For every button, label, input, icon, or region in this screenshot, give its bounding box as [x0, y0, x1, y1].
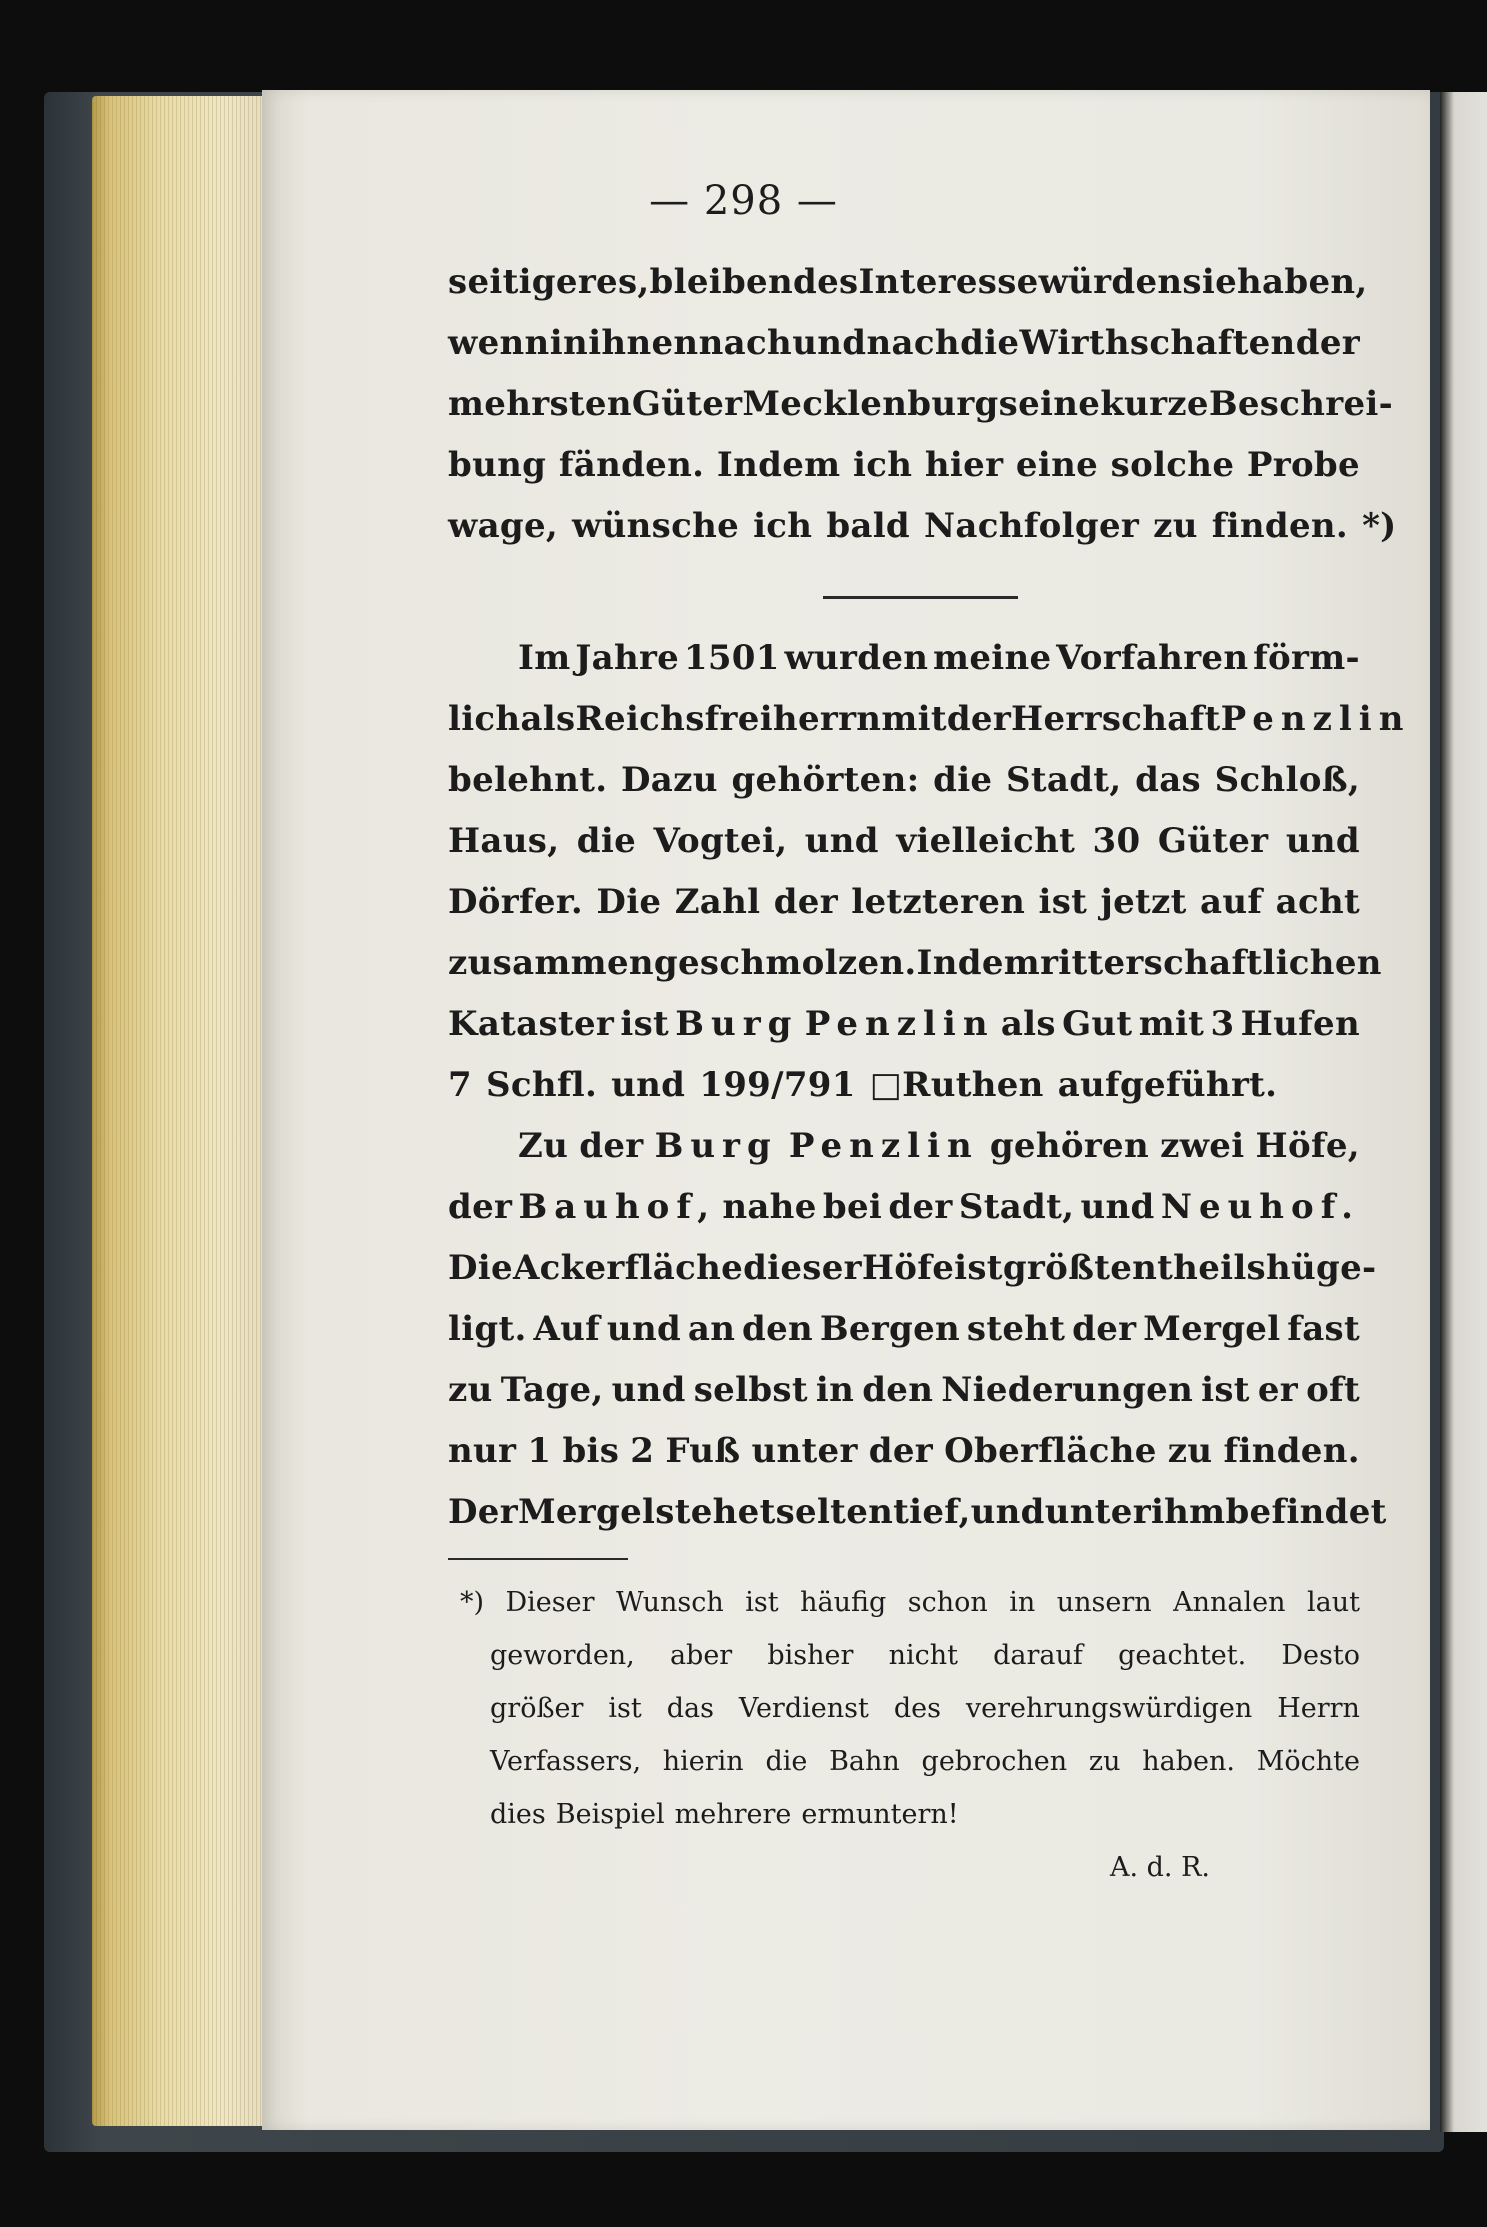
word: wurden [784, 638, 929, 678]
signature-text: A. d. R. [1109, 1852, 1210, 1883]
word: Burg [675, 1004, 799, 1044]
word: Die [448, 1248, 513, 1288]
facing-page-edge [1440, 92, 1487, 2132]
word: Beschrei- [1208, 384, 1394, 424]
word: unter [1044, 1492, 1151, 1532]
word: Wirthschaften [1019, 323, 1296, 363]
word: 1 [527, 1431, 552, 1471]
word: Gut [1062, 1004, 1133, 1044]
word: mehrere [674, 1799, 792, 1830]
text-line [448, 1299, 1360, 1360]
word: ist [1201, 1370, 1250, 1410]
word: aber [669, 1640, 733, 1671]
word: ligt. [448, 1309, 527, 1349]
word: häufig [800, 1587, 887, 1618]
text-line [448, 1482, 1387, 1543]
word: sie [1182, 262, 1238, 302]
word: nicht [888, 1640, 958, 1671]
text-line [460, 1576, 1360, 1629]
text-line [448, 435, 1360, 496]
text-line [448, 1360, 1360, 1421]
word: zu [1088, 1746, 1121, 1777]
word: In [916, 943, 958, 983]
word: der [1072, 1309, 1137, 1349]
word: und [606, 1309, 682, 1349]
text-line [448, 1238, 1377, 1299]
word: seitigeres, [448, 262, 650, 302]
text-line [490, 1735, 1360, 1788]
word: der [448, 1187, 513, 1227]
word: bisher [767, 1640, 854, 1671]
word: mehrsten [448, 384, 632, 424]
word: finden. [1211, 506, 1349, 546]
word: nahe [722, 1187, 817, 1227]
word: der [946, 699, 1012, 739]
word: aufgeführt. [1057, 1065, 1278, 1105]
word: belehnt. [448, 760, 608, 800]
word: den [862, 1370, 934, 1410]
word: Höfe [861, 1248, 955, 1288]
text-line [448, 628, 1360, 689]
word: eine [1018, 384, 1101, 424]
paragraph-1 [448, 252, 1397, 557]
word: die [765, 1746, 808, 1777]
word: mit [1138, 1004, 1205, 1044]
word: Dazu [621, 760, 718, 800]
word: jetzt [1100, 882, 1187, 922]
word: Verfassers, [490, 1746, 642, 1777]
page-number-header: — 298 — [649, 178, 838, 224]
word: unsern [1056, 1587, 1152, 1618]
word: Reichsfreiherrn [575, 699, 882, 739]
word: Penzlin [788, 1126, 979, 1166]
word: Bahn [829, 1746, 900, 1777]
word: Im [518, 638, 571, 678]
word: Indem [716, 445, 841, 485]
word: verehrungswürdigen [965, 1693, 1253, 1724]
paragraph-2 [448, 628, 1411, 1116]
word: Beispiel [555, 1799, 665, 1830]
word: zu [1167, 1431, 1213, 1471]
text-line [448, 1116, 1360, 1177]
word: Penzlin [1220, 699, 1411, 739]
word: Möchte [1256, 1746, 1360, 1777]
word: hüge- [1266, 1248, 1377, 1288]
word: Annalen [1173, 1587, 1286, 1618]
word: auf [1200, 882, 1263, 922]
word: befindet [1225, 1492, 1387, 1532]
word: wage, [448, 506, 559, 546]
word: Schloß, [1214, 760, 1360, 800]
word: und [1080, 1187, 1155, 1227]
word: in [815, 1370, 855, 1410]
word: der [579, 1126, 644, 1166]
word: und [792, 323, 867, 363]
word: mit [881, 699, 947, 739]
word: der [1295, 323, 1360, 363]
word: Wunsch [616, 1587, 724, 1618]
word: haben. [1142, 1746, 1235, 1777]
word: Stadt, [958, 1187, 1075, 1227]
word: oft [1306, 1370, 1360, 1410]
word: stehet [655, 1492, 776, 1532]
text-line [448, 811, 1360, 872]
word: der [773, 882, 838, 922]
text-line [448, 1055, 1360, 1116]
word: bleibendes [649, 262, 859, 302]
word: förm- [1253, 638, 1360, 678]
word: haben, [1237, 262, 1368, 302]
word: Stadt, [1006, 760, 1122, 800]
word: meine [933, 638, 1052, 678]
word: Mergel [1143, 1309, 1281, 1349]
word: Kataster [448, 1004, 615, 1044]
word: ich [853, 445, 913, 485]
word: eine [1015, 445, 1099, 485]
word: und [804, 821, 879, 861]
word: Die [596, 882, 662, 922]
word: 3 [1210, 1004, 1235, 1044]
word: kurze [1100, 384, 1209, 424]
word: Niederungen [941, 1370, 1194, 1410]
word: Interesse [858, 262, 1039, 302]
text-line [490, 1629, 1360, 1682]
word: an [687, 1309, 736, 1349]
word: in [549, 323, 588, 363]
word: gebrochen [921, 1746, 1068, 1777]
word: Güter [1157, 821, 1269, 861]
text-line [448, 994, 1360, 1055]
word: ist [608, 1693, 642, 1724]
footnote [460, 1576, 1360, 1894]
word: und [970, 1492, 1045, 1532]
word: ich [753, 506, 813, 546]
word: vielleicht [896, 821, 1076, 861]
word: geworden, [490, 1640, 635, 1671]
word: größtentheils [1002, 1248, 1266, 1288]
word: Bauhof, [518, 1187, 717, 1227]
word: Schfl. [485, 1065, 598, 1105]
word: bald [826, 506, 911, 546]
word: Bergen [819, 1309, 961, 1349]
word: 2 [630, 1431, 655, 1471]
word: 30 [1092, 821, 1141, 861]
word: zusammengeschmolzen. [448, 943, 917, 983]
word: der [888, 1187, 953, 1227]
word: wenn [448, 323, 550, 363]
word: ist [1038, 882, 1088, 922]
word: ritterschaftlichen [1040, 943, 1382, 983]
word: dem [957, 943, 1041, 983]
word: Der [448, 1492, 518, 1532]
word: *) [1362, 506, 1397, 546]
word: Auf [533, 1309, 601, 1349]
word: ist [620, 1004, 670, 1044]
word: bung [448, 445, 547, 485]
word: letzteren [851, 882, 1026, 922]
word: Vorfahren [1056, 638, 1249, 678]
paragraph-3 [448, 1116, 1387, 1543]
text-line [448, 252, 1368, 313]
word: zu [448, 1370, 493, 1410]
word: der [868, 1431, 934, 1471]
text-line [448, 933, 1382, 994]
word: das [666, 1693, 714, 1724]
word: als [1000, 1004, 1056, 1044]
word: □Ruthen [869, 1065, 1044, 1105]
word: bei [822, 1187, 883, 1227]
word: Verdienst [738, 1693, 869, 1724]
footnote-divider [448, 1558, 628, 1560]
word: ihm [1150, 1492, 1226, 1532]
footnote-signature [490, 1841, 1360, 1894]
word: Güter [631, 384, 743, 424]
word: Herrn [1277, 1693, 1360, 1724]
word: ist [745, 1587, 779, 1618]
word: würden [1038, 262, 1183, 302]
word: wünsche [572, 506, 740, 546]
word: Nachfolger [924, 506, 1140, 546]
word: Dieser [505, 1587, 595, 1618]
word: Fuß [665, 1431, 741, 1471]
word: die [960, 323, 1020, 363]
word: die [576, 821, 637, 861]
word: zu [1153, 506, 1198, 546]
word: hier [924, 445, 1004, 485]
word: Zahl [674, 882, 761, 922]
word: Zu [518, 1126, 569, 1166]
word: 7 [448, 1065, 472, 1105]
word: und [611, 1370, 686, 1410]
word: Jahre [575, 638, 680, 678]
word: steht [966, 1309, 1066, 1349]
word: zwei [1160, 1126, 1245, 1166]
word: und [611, 1065, 686, 1105]
word: des [893, 1693, 941, 1724]
word: Hufen [1240, 1004, 1360, 1044]
word: darauf [993, 1640, 1083, 1671]
text-line [448, 1177, 1360, 1238]
word: selten [775, 1492, 894, 1532]
word: das [1135, 760, 1201, 800]
word: nach [866, 323, 960, 363]
word: in [1009, 1587, 1036, 1618]
word: tief, [893, 1492, 971, 1532]
word: Vogtei, [653, 821, 788, 861]
text-line [448, 689, 1411, 750]
section-divider [823, 596, 1018, 599]
word: hierin [662, 1746, 744, 1777]
word: finden. [1223, 1431, 1360, 1471]
word: acht [1275, 882, 1360, 922]
word: Höfe, [1255, 1126, 1360, 1166]
word: Desto [1281, 1640, 1360, 1671]
word: lich [448, 699, 521, 739]
word: 1501 [683, 638, 780, 678]
word: geachtet. [1118, 1640, 1247, 1671]
word: Dörfer. [448, 882, 584, 922]
word: und [1285, 821, 1360, 861]
word: Herrschaft [1011, 699, 1221, 739]
word: nach [698, 323, 792, 363]
word: ist [954, 1248, 1003, 1288]
word: Penzlin [804, 1004, 995, 1044]
word: Neuhof. [1160, 1187, 1360, 1227]
word: Haus, [448, 821, 560, 861]
word: gehören [989, 1126, 1149, 1166]
word: größer [490, 1693, 584, 1724]
text-line [448, 1421, 1360, 1482]
word: solche [1110, 445, 1235, 485]
word: unter [751, 1431, 858, 1471]
text-line [448, 496, 1397, 557]
word: den [742, 1309, 814, 1349]
text-line [448, 313, 1360, 374]
text-line [448, 750, 1360, 811]
word: die [933, 760, 993, 800]
word: 199/791 [699, 1065, 856, 1105]
word: Oberfläche [944, 1431, 1157, 1471]
page-block-edge [92, 96, 268, 2126]
word: er [1257, 1370, 1299, 1410]
word: Mergel [517, 1492, 656, 1532]
word: schon [907, 1587, 988, 1618]
word: fast [1287, 1309, 1360, 1349]
word: dieser [743, 1248, 862, 1288]
word: Ackerfläche [512, 1248, 744, 1288]
word: dies [490, 1799, 546, 1830]
word: Burg [654, 1126, 778, 1166]
word: selbst [693, 1370, 808, 1410]
word: ihnen [588, 323, 699, 363]
word: Probe [1246, 445, 1360, 485]
word: ermuntern! [801, 1799, 959, 1830]
text-line [448, 374, 1394, 435]
word: bis [562, 1431, 620, 1471]
word: als [520, 699, 576, 739]
word: fänden. [558, 445, 705, 485]
word: nur [448, 1431, 517, 1471]
word: *) [460, 1587, 485, 1618]
word: Tage, [500, 1370, 604, 1410]
word: gehörten: [731, 760, 920, 800]
text-line [490, 1682, 1360, 1735]
text-line [490, 1788, 1360, 1841]
word: Mecklenburgs [742, 384, 1019, 424]
text-line [448, 872, 1360, 933]
word: laut [1306, 1587, 1360, 1618]
